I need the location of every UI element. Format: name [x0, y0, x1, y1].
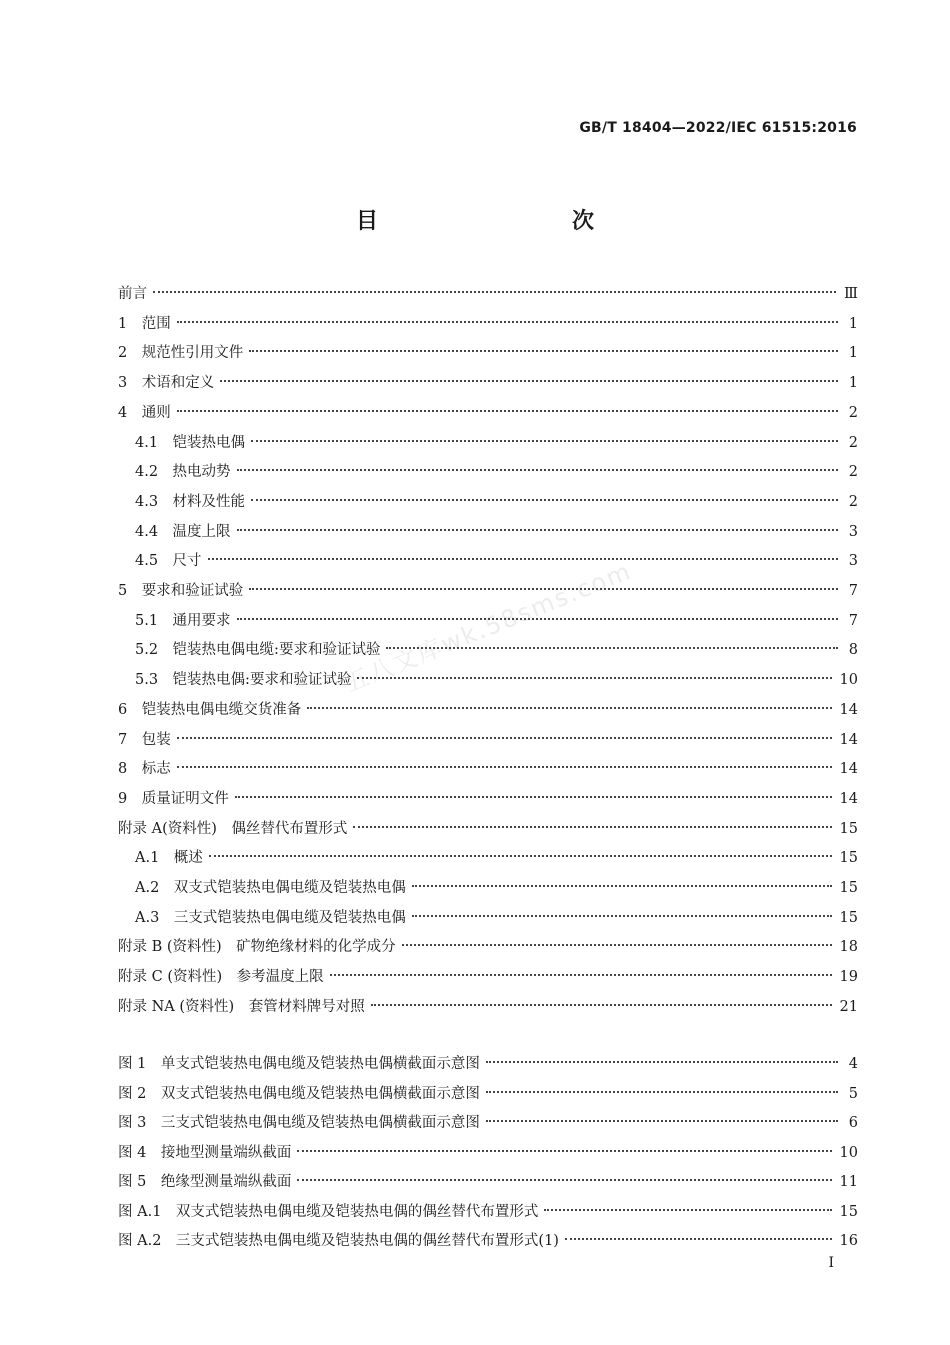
entry-label: 附录 C (资料性) 参考温度上限 — [118, 969, 324, 986]
toc-entry[interactable] — [118, 342, 858, 364]
toc-entry[interactable] — [118, 491, 858, 513]
entry-label: 图 4 接地型测量端纵截面 — [118, 1144, 292, 1161]
dot-leader — [251, 499, 838, 501]
dot-leader — [249, 588, 838, 590]
toc-entry[interactable] — [118, 461, 858, 483]
entry-label: 8 标志 — [118, 761, 171, 778]
dot-leader — [386, 647, 838, 649]
entry-page-number: 1 — [848, 345, 858, 362]
dot-leader — [297, 1179, 831, 1181]
dot-leader — [177, 410, 838, 412]
entry-page-number: 1 — [848, 315, 858, 332]
entry-page-number: 21 — [839, 998, 858, 1015]
entry-label: 图 2 双支式铠装热电偶电缆及铠装热电偶横截面示意图 — [118, 1085, 480, 1102]
toc-entry[interactable] — [118, 521, 858, 543]
entry-label: 图 5 绝缘型测量端纵截面 — [118, 1174, 292, 1190]
toc-entry[interactable] — [118, 432, 858, 454]
entry-label: 图 1 单支式铠装热电偶电缆及铠装热电偶横截面示意图 — [118, 1056, 480, 1072]
dot-leader — [486, 1120, 838, 1122]
entry-page-number: 15 — [839, 850, 858, 867]
entry-label: 4.4 温度上限 — [135, 523, 231, 540]
dot-leader — [544, 1209, 831, 1211]
entry-label: 3 术语和定义 — [118, 375, 215, 392]
toc-entry[interactable] — [118, 996, 858, 1018]
figure-entry[interactable] — [118, 1230, 858, 1252]
toc-entry[interactable] — [118, 758, 858, 780]
entry-page-number: 15 — [839, 1203, 858, 1220]
dot-leader — [177, 321, 838, 323]
dot-leader — [486, 1061, 838, 1063]
entry-page-number: 7 — [848, 612, 858, 629]
entry-label: 7 包装 — [118, 731, 171, 748]
toc-entry[interactable] — [118, 550, 858, 572]
entry-page-number: 3 — [848, 523, 858, 540]
entry-label: 附录 NA (资料性) 套管材料牌号对照 — [118, 998, 365, 1015]
dot-leader — [237, 618, 838, 620]
entry-label: 图 A.2 三支式铠装热电偶电缆及铠装热电偶的偶丝替代布置形式(1) — [118, 1233, 559, 1249]
entry-page-number: 16 — [839, 1233, 858, 1249]
toc-entry[interactable] — [118, 788, 858, 810]
entry-page-number: 8 — [848, 642, 858, 659]
entry-label: 6 铠装热电偶电缆交货准备 — [118, 701, 302, 718]
figure-entry[interactable] — [118, 1083, 858, 1105]
toc-entry[interactable] — [118, 580, 858, 602]
entry-page-number: 4 — [848, 1056, 858, 1072]
entry-page-number: 19 — [839, 969, 858, 986]
dot-leader — [307, 707, 831, 709]
entry-label: 4 通则 — [118, 404, 171, 421]
toc-entry[interactable] — [118, 610, 858, 632]
entry-label: 5.3 铠装热电偶:要求和验证试验 — [135, 672, 352, 689]
figure-entry[interactable] — [118, 1171, 858, 1193]
standard-code: GB/T 18404—2022/IEC 61515:2016 — [579, 120, 857, 136]
dot-leader — [177, 737, 832, 739]
dot-leader — [330, 974, 832, 976]
entry-page-number: 14 — [839, 731, 858, 748]
dot-leader — [237, 529, 838, 531]
entry-page-number: 2 — [848, 464, 858, 481]
page-title: 目 次 — [355, 208, 644, 234]
toc-entry[interactable] — [118, 699, 858, 721]
entry-label: 4.2 热电动势 — [135, 464, 231, 481]
dot-leader — [237, 469, 838, 471]
entry-page-number: 2 — [848, 493, 858, 510]
entry-page-number: Ⅲ — [844, 286, 858, 302]
entry-page-number: 1 — [848, 375, 858, 392]
toc-entry[interactable] — [118, 966, 858, 988]
toc-entry[interactable] — [118, 936, 858, 958]
toc-entry[interactable] — [118, 402, 858, 424]
entry-page-number: 15 — [839, 820, 858, 837]
entry-page-number: 15 — [839, 880, 858, 896]
entry-label: 图 A.1 双支式铠装热电偶电缆及铠装热电偶的偶丝替代布置形式 — [118, 1203, 539, 1220]
entry-label: 附录 A(资料性) 偶丝替代布置形式 — [118, 820, 348, 837]
toc-entry[interactable] — [118, 283, 858, 305]
dot-leader — [565, 1238, 832, 1240]
dot-leader — [209, 855, 832, 857]
dot-leader — [249, 350, 838, 352]
figure-entry[interactable] — [118, 1053, 858, 1075]
toc-entry[interactable] — [118, 877, 858, 899]
entry-label: A.3 三支式铠装热电偶电缆及铠装热电偶 — [135, 909, 406, 926]
toc-entry[interactable] — [118, 907, 858, 929]
entry-label: 1 范围 — [118, 315, 171, 332]
entry-page-number: 14 — [839, 790, 858, 807]
dot-leader — [412, 885, 832, 887]
toc-entry[interactable] — [118, 669, 858, 691]
dot-leader — [371, 1004, 832, 1006]
watermark: 五八文库wk.58sms.com — [340, 556, 636, 698]
entry-page-number: 3 — [848, 553, 858, 570]
dot-leader — [177, 766, 832, 768]
toc-entry[interactable] — [118, 372, 858, 394]
dot-leader — [153, 291, 836, 293]
dot-leader — [208, 558, 838, 560]
entry-page-number: 11 — [839, 1174, 858, 1190]
dot-leader — [251, 440, 838, 442]
entry-page-number: 18 — [839, 939, 858, 956]
dot-leader — [297, 1150, 831, 1152]
entry-page-number: 14 — [839, 701, 858, 718]
entry-page-number: 5 — [848, 1085, 858, 1102]
entry-label: 图 3 三支式铠装热电偶电缆及铠装热电偶横截面示意图 — [118, 1115, 480, 1131]
dot-leader — [220, 380, 838, 382]
entry-label: 4.1 铠装热电偶 — [135, 434, 246, 451]
entry-label: 5 要求和验证试验 — [118, 583, 244, 599]
toc-entry[interactable] — [118, 729, 858, 751]
entry-label: A.1 概述 — [135, 850, 203, 867]
dot-leader — [353, 826, 831, 828]
toc-entry[interactable] — [118, 313, 858, 335]
dot-leader — [357, 677, 831, 679]
entry-page-number: 6 — [848, 1115, 858, 1131]
dot-leader — [412, 915, 832, 917]
entry-label: A.2 双支式铠装热电偶电缆及铠装热电偶 — [135, 880, 406, 896]
entry-page-number: 2 — [848, 434, 858, 451]
figure-entry[interactable] — [118, 1142, 858, 1164]
entry-label: 9 质量证明文件 — [118, 790, 229, 807]
entry-page-number: 10 — [839, 1144, 858, 1161]
entry-label: 5.1 通用要求 — [135, 612, 231, 629]
entry-label: 2 规范性引用文件 — [118, 345, 244, 362]
dot-leader — [402, 944, 832, 946]
entry-label: 5.2 铠装热电偶电缆:要求和验证试验 — [135, 642, 381, 659]
entry-page-number: 7 — [848, 583, 858, 599]
entry-label: 4.5 尺寸 — [135, 553, 202, 570]
page-number: I — [828, 1255, 834, 1271]
entry-page-number: 15 — [839, 909, 858, 926]
dot-leader — [486, 1091, 838, 1093]
figure-entry[interactable] — [118, 1201, 858, 1223]
entry-label: 4.3 材料及性能 — [135, 493, 246, 510]
entry-label: 附录 B (资料性) 矿物绝缘材料的化学成分 — [118, 939, 396, 956]
entry-page-number: 2 — [848, 404, 858, 421]
entry-label: 前言 — [118, 286, 147, 302]
entry-page-number: 10 — [839, 672, 858, 689]
dot-leader — [235, 796, 832, 798]
toc-entry[interactable] — [118, 818, 858, 840]
figure-entry[interactable] — [118, 1112, 858, 1134]
entry-page-number: 14 — [839, 761, 858, 778]
toc-entry[interactable] — [118, 639, 858, 661]
toc-entry[interactable] — [118, 847, 858, 869]
